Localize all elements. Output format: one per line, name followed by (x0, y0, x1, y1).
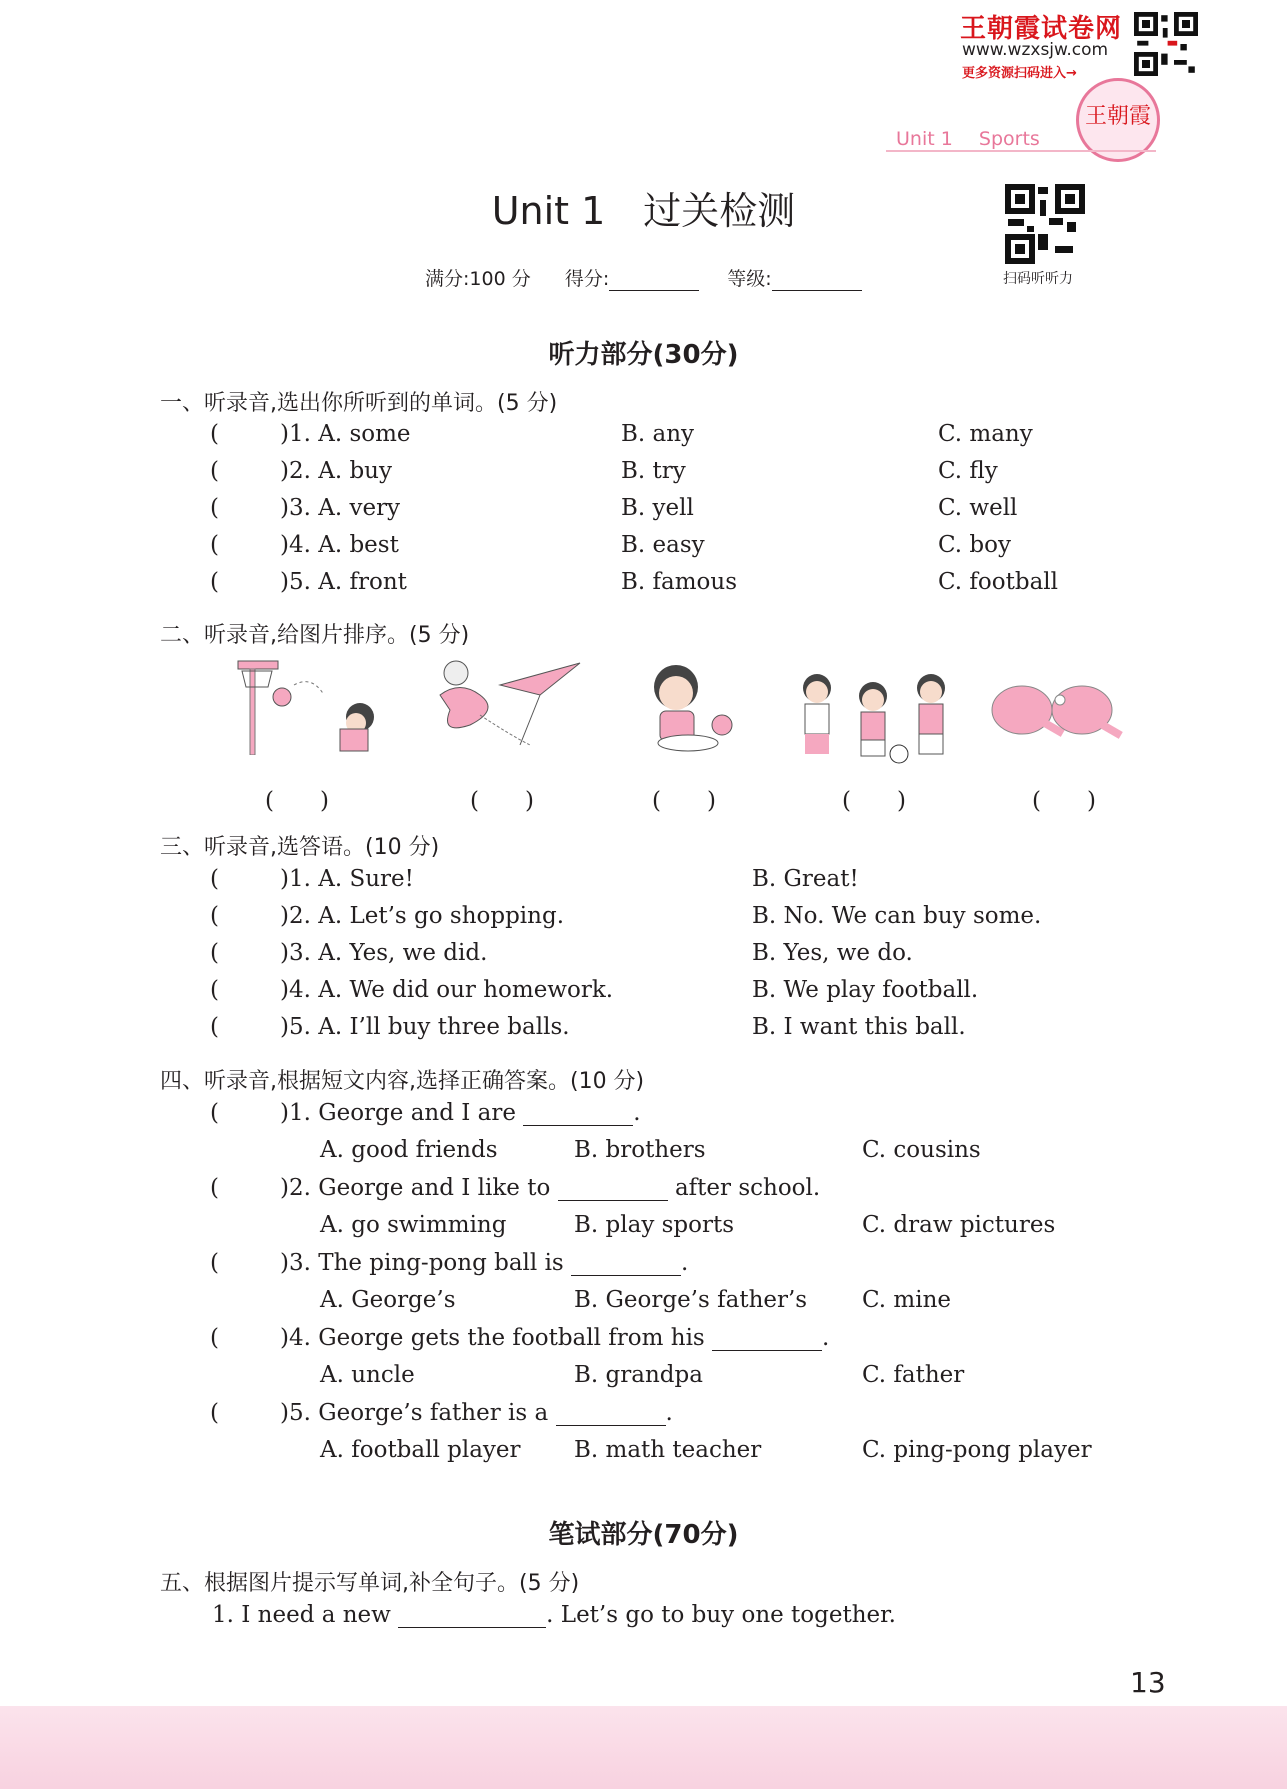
answer-paren[interactable]: ( (210, 977, 219, 1003)
header-divider (886, 150, 1156, 152)
footer-band (0, 1706, 1287, 1789)
page-title: Unit 1 过关检测 (491, 189, 796, 233)
question-text: 1. I need a new (212, 1602, 391, 1628)
answer-paren[interactable]: ( (210, 421, 219, 447)
brand-name: 王朝霞试卷网 (960, 14, 1123, 44)
option-c: C. fly (938, 458, 998, 484)
kite-picture (420, 655, 590, 755)
answer-paren[interactable]: ( (210, 458, 219, 484)
writing-part-title: 笔试部分(70分) (548, 1520, 739, 1550)
question-end: after school. (674, 1175, 821, 1201)
header-topic: Sports (978, 128, 1040, 150)
brand-qr-code-icon[interactable] (1134, 12, 1198, 76)
option-c: C. ping-pong player (862, 1437, 1092, 1463)
option-b: B. famous (621, 569, 738, 595)
picture-answer-2[interactable]: ( ) (470, 788, 534, 814)
section-5-question-1 (212, 1602, 896, 1628)
answer-paren[interactable]: ( (210, 495, 219, 521)
basketball-picture (232, 655, 382, 755)
question-stem: )2. A. buy (280, 458, 392, 484)
option-c: C. mine (862, 1287, 951, 1313)
section-2-title: 二、听录音,给图片排序。(5 分) (160, 623, 470, 648)
option-a: )3. A. Yes, we did. (280, 940, 488, 966)
qr-label: 扫码听听力 (1003, 271, 1073, 287)
question-stem: )4. A. best (280, 532, 399, 558)
running-header (896, 128, 1040, 150)
ping-pong-picture (988, 680, 1128, 750)
section-3-title: 三、听录音,选答语。(10 分) (160, 835, 440, 860)
answer-paren[interactable]: ( (210, 940, 219, 966)
option-a: A. football player (320, 1437, 521, 1463)
option-b: B. We play football. (752, 977, 979, 1003)
answer-paren[interactable]: ( (210, 1175, 219, 1201)
picture-answer-3[interactable]: ( ) (652, 788, 716, 814)
question-stem (280, 1100, 641, 1126)
answer-paren[interactable]: ( (210, 1014, 219, 1040)
option-b: B. George’s father’s (574, 1287, 808, 1313)
option-a: )2. A. Let’s go shopping. (280, 903, 565, 929)
option-c: C. draw pictures (862, 1212, 1056, 1238)
fill-blank[interactable] (571, 1253, 681, 1276)
option-c: C. cousins (862, 1137, 981, 1163)
stamp-text: 王朝霞 (1084, 104, 1151, 129)
question-stem (280, 1250, 688, 1276)
option-c: C. father (862, 1362, 965, 1388)
grade-blank[interactable] (772, 272, 862, 291)
answer-paren[interactable]: ( (210, 1400, 219, 1426)
answer-paren[interactable]: ( (210, 903, 219, 929)
question-end: . Let’s go to buy one together. (546, 1602, 896, 1628)
question-end: . (633, 1100, 641, 1126)
girl-eating-picture (632, 655, 742, 765)
listening-part-title: 听力部分(30分) (548, 340, 739, 370)
question-text: )4. George gets the football from his (280, 1325, 705, 1351)
answer-paren[interactable]: ( (210, 1100, 219, 1126)
option-b: B. math teacher (574, 1437, 762, 1463)
option-b: B. yell (621, 495, 694, 521)
answer-paren[interactable]: ( (210, 569, 219, 595)
header-unit: Unit 1 (896, 128, 953, 150)
question-end: . (822, 1325, 830, 1351)
page-number: 13 (1130, 1666, 1166, 1699)
question-end: . (681, 1250, 689, 1276)
grade-label: 等级: (727, 268, 772, 290)
fill-blank[interactable] (398, 1605, 546, 1628)
score-label: 得分: (564, 268, 610, 290)
answer-paren[interactable]: ( (210, 1250, 219, 1276)
option-b: B. Great! (752, 866, 859, 892)
section-5-title: 五、根据图片提示写单词,补全句子。(5 分) (160, 1571, 580, 1596)
answer-paren[interactable]: ( (210, 532, 219, 558)
option-b: B. grandpa (574, 1362, 703, 1388)
option-a: A. George’s (320, 1287, 456, 1313)
full-score: 满分:100 分 (425, 268, 531, 290)
option-a: )4. A. We did our homework. (280, 977, 614, 1003)
option-a: A. good friends (320, 1137, 498, 1163)
option-b: B. try (621, 458, 686, 484)
answer-paren[interactable]: ( (210, 1325, 219, 1351)
option-a: )1. A. Sure! (280, 866, 414, 892)
question-stem (280, 1400, 673, 1426)
question-text: )1. George and I are (280, 1100, 516, 1126)
option-b: B. play sports (574, 1212, 735, 1238)
score-line (425, 264, 884, 291)
football-picture (793, 670, 963, 765)
score-blank[interactable] (609, 272, 699, 291)
question-stem (280, 1325, 829, 1351)
listening-qr-code-icon[interactable] (1005, 184, 1085, 264)
fill-blank[interactable] (556, 1403, 666, 1426)
option-b: B. easy (621, 532, 705, 558)
option-a: )5. A. I’ll buy three balls. (280, 1014, 570, 1040)
question-text: )5. George’s father is a (280, 1400, 549, 1426)
answer-paren[interactable]: ( (210, 866, 219, 892)
fill-blank[interactable] (558, 1178, 668, 1201)
question-stem: )5. A. front (280, 569, 407, 595)
question-end: . (665, 1400, 673, 1426)
picture-answer-5[interactable]: ( ) (1032, 788, 1096, 814)
section-4-title: 四、听录音,根据短文内容,选择正确答案。(10 分) (160, 1069, 645, 1094)
option-c: C. well (938, 495, 1018, 521)
brand-tip: 更多资源扫码进入→ (962, 66, 1077, 81)
question-stem: )1. A. some (280, 421, 411, 447)
picture-answer-4[interactable]: ( ) (842, 788, 906, 814)
option-b: B. No. We can buy some. (752, 903, 1042, 929)
question-text: )3. The ping-pong ball is (280, 1250, 564, 1276)
option-a: A. uncle (320, 1362, 415, 1388)
option-c: C. many (938, 421, 1033, 447)
option-b: B. Yes, we do. (752, 940, 913, 966)
option-a: A. go swimming (320, 1212, 507, 1238)
fill-blank[interactable] (523, 1103, 633, 1126)
fill-blank[interactable] (712, 1328, 822, 1351)
question-stem (280, 1175, 820, 1201)
section-1-title: 一、听录音,选出你所听到的单词。(5 分) (160, 391, 558, 416)
option-c: C. football (938, 569, 1058, 595)
option-c: C. boy (938, 532, 1011, 558)
picture-answer-1[interactable]: ( ) (265, 788, 329, 814)
question-stem: )3. A. very (280, 495, 401, 521)
option-b: B. I want this ball. (752, 1014, 966, 1040)
brand-url[interactable]: www.wzxsjw.com (962, 40, 1109, 60)
question-text: )2. George and I like to (280, 1175, 551, 1201)
option-b: B. brothers (574, 1137, 706, 1163)
option-b: B. any (621, 421, 695, 447)
